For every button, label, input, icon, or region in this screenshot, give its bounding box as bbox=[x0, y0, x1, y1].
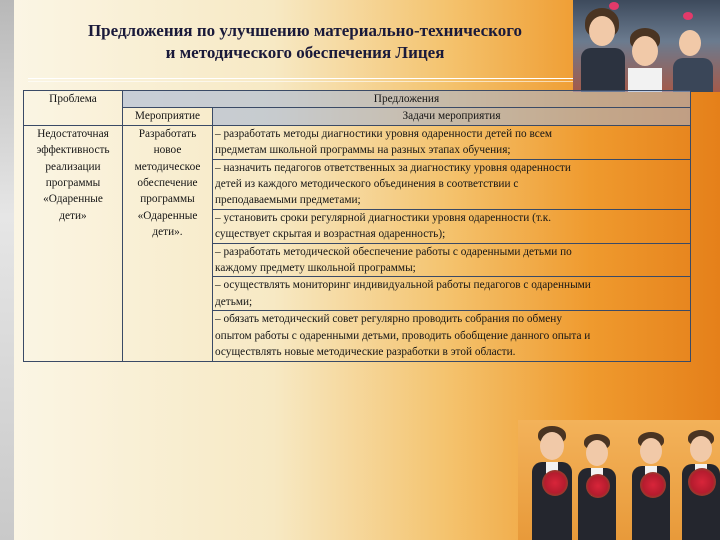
task-text-line: – обязать методический совет регулярно проводить собрания по обмену bbox=[215, 313, 562, 326]
task-text-line: – разработать методы диагностики уровня одаренности детей по всем bbox=[215, 127, 553, 140]
table-row bbox=[24, 125, 691, 159]
hair-bow-icon bbox=[683, 12, 693, 20]
slide-left-band bbox=[0, 0, 14, 540]
header-problem: Проблема bbox=[24, 91, 123, 126]
activity-text-line: методическое bbox=[134, 160, 201, 173]
task-text-line: каждому предмету школьной программы; bbox=[215, 262, 416, 275]
task-text-line: детей из каждого методического объединения в соответствии с bbox=[215, 178, 519, 191]
slide-title bbox=[40, 20, 570, 64]
task-text-line: – назначить педагогов ответственных за диагностику уровня одаренности bbox=[215, 161, 571, 174]
title-line-1: Предложения по улучшению материально-технического bbox=[87, 21, 523, 40]
task-text-line: существует скрытая и возрастная одаренность); bbox=[215, 228, 446, 241]
improvement-proposals-table bbox=[23, 90, 691, 362]
problem-text-line: программы bbox=[45, 177, 101, 190]
task-item bbox=[213, 311, 691, 361]
task-item bbox=[213, 277, 691, 311]
activity-cell bbox=[123, 125, 213, 361]
task-item bbox=[213, 209, 691, 243]
title-line-2: и методического обеспечения Лицея bbox=[165, 43, 445, 62]
task-text-line: предметам школьной программы на разных этапах обучения; bbox=[215, 144, 511, 157]
header-activity: Мероприятие bbox=[123, 108, 213, 125]
photo-boys-with-flowers bbox=[518, 420, 720, 540]
hair-bow-icon bbox=[609, 2, 619, 10]
task-item bbox=[213, 159, 691, 209]
task-text-line: детьми; bbox=[215, 295, 253, 308]
problem-text-line: «Одаренные bbox=[43, 193, 103, 206]
title-divider bbox=[28, 78, 580, 79]
activity-text-line: новое bbox=[153, 144, 182, 157]
problem-text-line: дети» bbox=[59, 209, 87, 222]
header-tasks: Задачи мероприятия bbox=[213, 108, 691, 125]
task-text-line: – разработать методической обеспечение работы с одаренными детьми по bbox=[215, 245, 572, 258]
task-item bbox=[213, 125, 691, 159]
task-item bbox=[213, 243, 691, 277]
task-text-line: преподаваемыми предметами; bbox=[215, 194, 361, 207]
activity-text-line: обеспечение bbox=[137, 177, 198, 190]
activity-text-line: дети». bbox=[152, 226, 183, 239]
activity-text-line: программы bbox=[140, 193, 195, 206]
header-proposals: Предложения bbox=[123, 91, 691, 108]
activity-text-line: «Одаренные bbox=[137, 209, 198, 222]
task-text-line: – установить сроки регулярной диагностики уровня одаренности (т.к. bbox=[215, 211, 552, 224]
task-text-line: опытом работы с одаренными детьми, проводить обобщение данного опыта и bbox=[215, 329, 591, 342]
activity-text-line: Разработать bbox=[138, 127, 197, 140]
problem-text-line: Недостаточная bbox=[37, 127, 109, 140]
problem-cell bbox=[24, 125, 123, 361]
task-text-line: осуществлять новые методические разработки в этой области. bbox=[215, 346, 516, 359]
table-header-row-2 bbox=[24, 108, 691, 125]
table-header-row-1 bbox=[24, 91, 691, 108]
problem-text-line: реализации bbox=[45, 160, 101, 173]
photo-schoolchildren-top bbox=[573, 0, 720, 92]
task-text-line: – осуществлять мониторинг индивидуальной работы педагогов с одаренными bbox=[215, 279, 591, 292]
title-divider-secondary bbox=[28, 81, 580, 82]
problem-text-line: эффективность bbox=[36, 144, 110, 157]
